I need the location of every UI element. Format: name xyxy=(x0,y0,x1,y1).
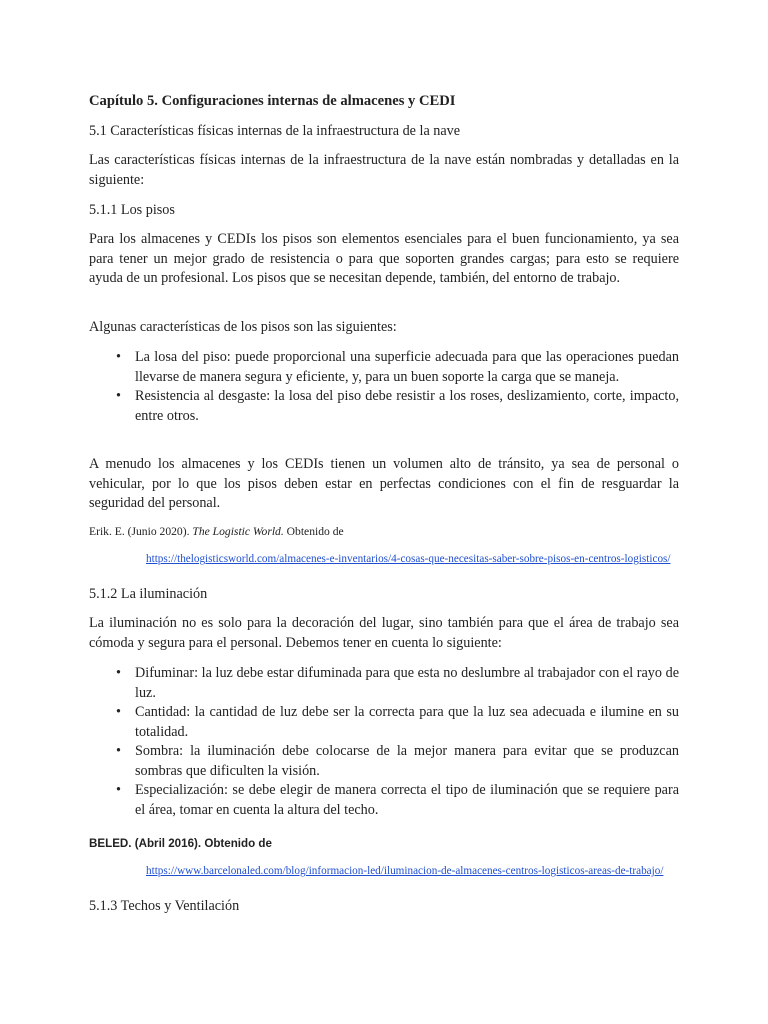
list-item: • Resistencia al desgaste: la losa del piso debe resistir a los roses, deslizamiento, corte, impacto, entre otros. xyxy=(116,388,679,424)
reference-2: BELED. (Abril 2016). Obtenido de xyxy=(89,837,272,850)
list-item: • Especialización: se debe elegir de manera correcta el tipo de iluminación que se requiere para el área, tomar en cuenta la altura del techo. xyxy=(116,782,679,818)
section-heading-5-1-1: 5.1.1 Los pisos xyxy=(89,202,175,218)
bullet-icon: • xyxy=(116,665,121,681)
bullet-icon: • xyxy=(116,704,121,720)
reference-2-link[interactable]: https://www.barcelonaled.com/blog/informacion-led/iluminacion-de-almacenes-centros-logisticos-areas-de-trabajo/ xyxy=(146,865,664,877)
reference-1 xyxy=(89,522,679,542)
bullet-icon: • xyxy=(116,388,121,404)
pisos-bullet-list xyxy=(89,348,679,426)
bullet-icon: • xyxy=(116,349,121,365)
chapter-title: Capítulo 5. Configuraciones internas de almacenes y CEDI xyxy=(89,93,456,109)
pisos-paragraph-1: Para los almacenes y CEDIs los pisos son elementos esenciales para el buen funcionamiento, ya sea para tener un mejor grado de resistencia o para que soporten grandes cargas; para esto se requiere ayuda de un profesional. Los pisos que se necesitan depende, también, del entorno de trabajo. xyxy=(89,231,679,286)
reference-1-author: Erik. E. (Junio 2020). xyxy=(89,525,190,538)
section-heading-5-1-3: 5.1.3 Techos y Ventilación xyxy=(89,898,240,914)
intro-paragraph: Las características físicas internas de la infraestructura de la nave están nombradas y detalladas en la siguiente: xyxy=(89,152,679,188)
list-item: • La losa del piso: puede proporcional una superficie adecuada para que las operaciones puedan llevarse de manera segura y eficiente, y, para un buen soporte la carga que se maneja. xyxy=(116,349,679,385)
pisos-paragraph-3: A menudo los almacenes y los CEDIs tienen un volumen alto de tránsito, ya sea de personal o vehicular, por lo que los pisos deben estar en perfectas condiciones con el fin de resguardar la seguridad del personal. xyxy=(89,456,679,511)
list-item: • Sombra: la iluminación debe colocarse de la mejor manera para evitar que se produzcan sombras que dificulten la visión. xyxy=(116,743,679,779)
iluminacion-bullet-list xyxy=(89,664,679,820)
iluminacion-paragraph-1: La iluminación no es solo para la decoración del lugar, sino también para que el área de trabajo sea cómoda y segura para el personal. Debemos tener en cuenta lo siguiente: xyxy=(89,615,679,651)
list-item: • Cantidad: la cantidad de luz debe ser la correcta para que la luz sea adecuada e ilumine en su totalidad. xyxy=(116,704,679,740)
reference-1-link[interactable]: https://thelogisticsworld.com/almacenes-e-inventarios/4-cosas-que-necesitas-saber-sobre-pisos-en-centros-logisticos/ xyxy=(146,553,671,565)
reference-1-source: The Logistic World. xyxy=(192,525,284,538)
bullet-icon: • xyxy=(116,743,121,759)
section-heading-5-1: 5.1 Características físicas internas de la infraestructura de la nave xyxy=(89,123,461,139)
reference-1-suffix: Obtenido de xyxy=(286,525,344,538)
list-item: • Difuminar: la luz debe estar difuminada para que esta no deslumbre al trabajador con el rayo de luz. xyxy=(116,665,679,701)
pisos-paragraph-2: Algunas características de los pisos son las siguientes: xyxy=(89,319,397,335)
section-heading-5-1-2: 5.1.2 La iluminación xyxy=(89,586,208,602)
bullet-icon: • xyxy=(116,782,121,798)
